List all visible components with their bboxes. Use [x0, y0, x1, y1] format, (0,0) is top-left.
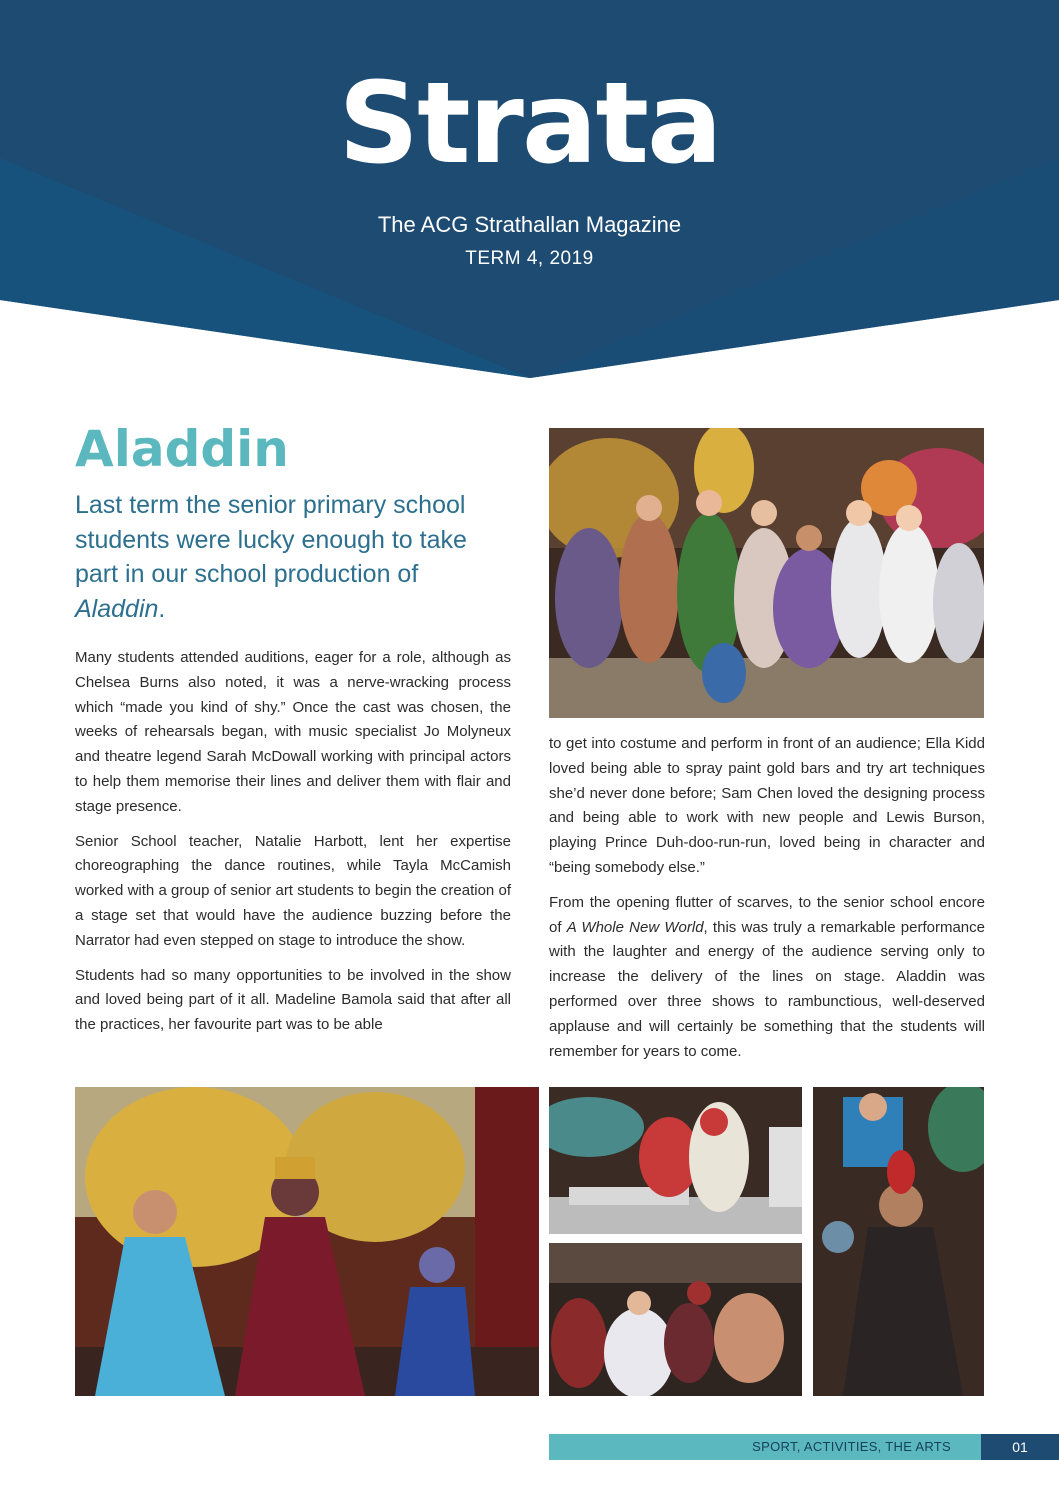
- magazine-subtitle: The ACG Strathallan Magazine: [377, 212, 682, 237]
- lede-emphasis: Aladdin: [75, 594, 159, 623]
- lede-end: .: [158, 594, 166, 623]
- lead-characters-photo: [75, 1087, 539, 1396]
- stage-props-photo: [549, 1087, 802, 1234]
- masthead-banner: [0, 0, 1059, 380]
- song-title: A Whole New World: [566, 918, 704, 936]
- body-column-right: [549, 732, 985, 1074]
- body-paragraph: Students had so many opportunities to be involved in the show and loved being part of it all. Madeline Bamola said that after all the practices, her favourite part was to be able: [75, 966, 511, 1034]
- body-paragraph: to get into costume and perform in front of an audience; Ella Kidd loved being able to spray paint gold bars and try art techniques she’d never done before; Sam Chen loved the designing process and being able to work with new people and Lewis Burson, playing Prince Duh-doo-run-run, loved being in character and “being somebody else.”: [549, 735, 985, 876]
- lede-text: Last term the senior primary school students were lucky enough to take part in our school production of: [75, 491, 467, 588]
- body-paragraph: Many students attended auditions, eager for a role, although as Chelsea Burns also noted, it was a nerve-wracking process which “made you kind of shy.” Once the cast was chosen, the weeks of rehearsals began, with music specialist Jo Molyneux and theatre legend Sarah McDowall working with principal actors to help them memorise their lines and deliver them with flair and stage presence.: [75, 649, 511, 815]
- villain-character-photo: [813, 1087, 984, 1396]
- performance-scene-photo: [549, 1243, 802, 1396]
- paragraph-text: From the opening flutter of scarves, to the senior school encore of: [549, 893, 985, 936]
- body-paragraph: [549, 891, 985, 1065]
- article-title: Aladdin: [75, 420, 289, 478]
- cast-group-photo: [549, 428, 984, 718]
- section-label: SPORT, ACTIVITIES, THE ARTS: [549, 1434, 981, 1460]
- magazine-title: Strata: [338, 59, 721, 189]
- article-lede: [75, 488, 515, 626]
- paragraph-text: , this was truly a remarkable performance with the laughter and energy of the audience serving only to increase the delivery of the lines on stage. Aladdin was performed over three shows to rambunctious, well-deserved applause and will certainly be something that the students will remember for years to come.: [549, 918, 985, 1060]
- banner-background: [0, 0, 1059, 380]
- issue-term: TERM 4, 2019: [465, 248, 594, 269]
- page-number: 01: [981, 1434, 1059, 1460]
- body-paragraph: Senior School teacher, Natalie Harbott, lent her expertise choreographing the dance routines, while Tayla McCamish worked with a group of senior art students to begin the creation of a stage set that would have the audience buzzing before the Narrator had even stepped on stage to introduce the show.: [75, 832, 511, 949]
- body-column-left: [75, 646, 511, 1048]
